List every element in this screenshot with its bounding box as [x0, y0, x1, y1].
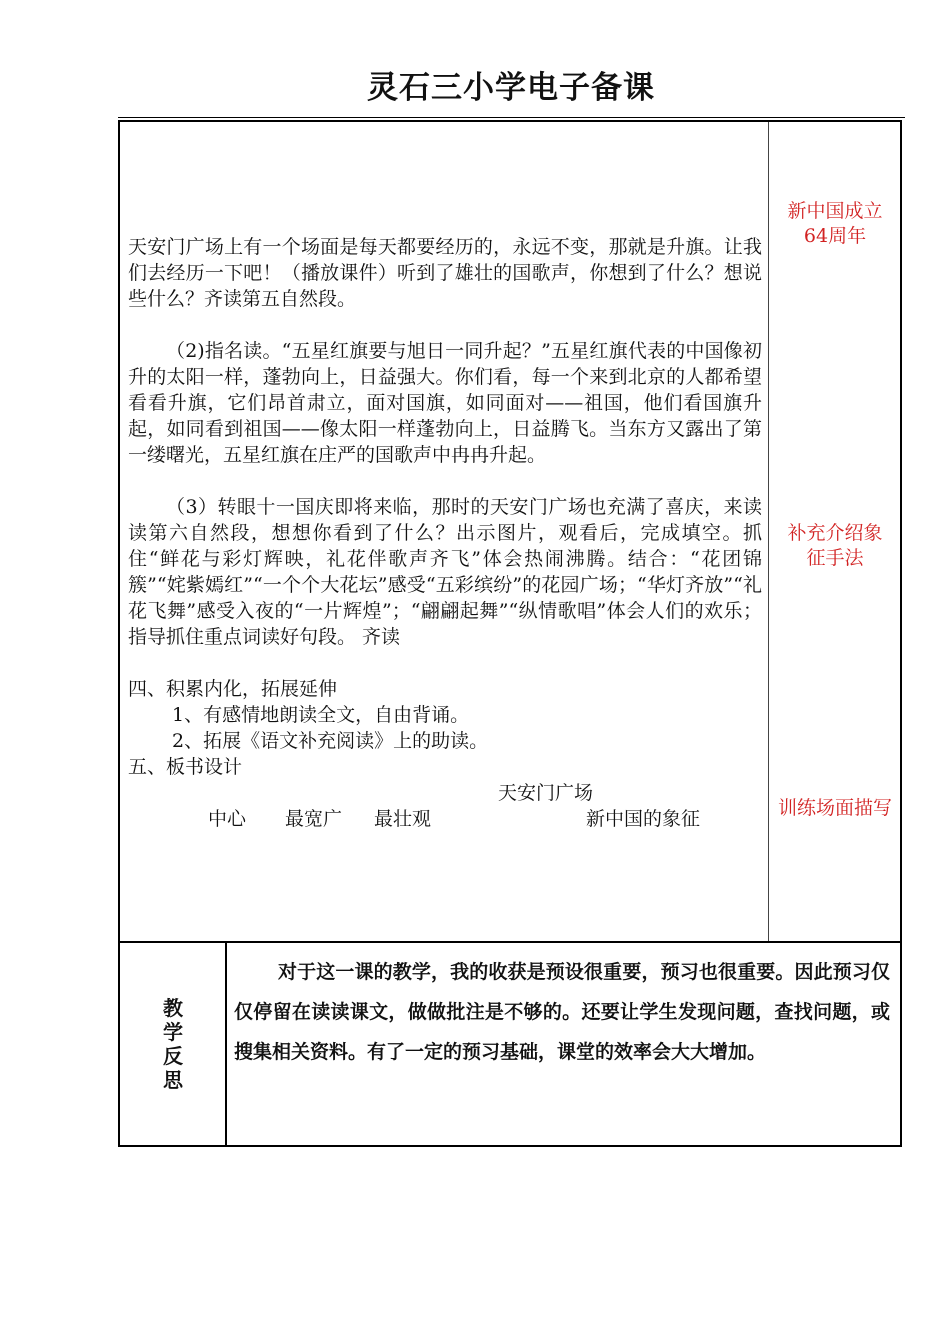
lesson-paragraph: 天安门广场上有一个场面是每天都要经历的，永远不变，那就是升旗。让我们去经历一下吧！（播放课件）听到了雄壮的国歌声，你想到了什么？想说些什么？齐读第五自然段。	[128, 236, 762, 310]
notes-column-divider	[768, 122, 769, 942]
reflection-label-char: 学	[163, 1020, 183, 1044]
board-title: 天安门广场	[498, 782, 594, 804]
page-title: 灵石三小学电子备课	[367, 70, 655, 106]
section-heading: 五、板书设计	[128, 756, 243, 778]
reflection-label-divider	[225, 943, 227, 1145]
board-item: 最宽广	[285, 808, 343, 830]
margin-note: 训练场面描写	[778, 797, 893, 819]
lesson-content	[128, 234, 762, 832]
title-divider	[118, 117, 905, 118]
reflection-label-char: 反	[163, 1044, 183, 1068]
reflection-label-char: 思	[163, 1068, 183, 1092]
board-item: 最壮观	[374, 808, 432, 830]
reflection-text: 对于这一课的教学，我的收获是预设很重要，预习也很重要。因此预习仅仅停留在读读课文，做做批注是不够的。还要让学生发现问题，查找问题，或搜集相关资料。有了一定的预习基础，课堂的效率会大大增加。	[234, 961, 890, 1063]
board-item: 新中国的象征	[586, 808, 701, 830]
paragraph-gap	[128, 312, 762, 338]
reflection-label-char: 教	[163, 996, 183, 1020]
section-heading: 四、积累内化，拓展延伸	[128, 678, 338, 700]
blackboard-design	[128, 780, 762, 832]
lesson-paragraph: （2)指名读。“五星红旗要与旭日一同升起？”五星红旗代表的中国像初升的太阳一样，蓬勃向上，日益强大。你们看，每一个来到北京的人都希望看看升旗，它们昂首肃立，面对国旗，如同面对——祖国，他们看国旗升起，如同看到祖国——像太阳一样蓬勃向上，日益腾飞。当东方又露出了第一缕曙光，五星红旗在庄严的国歌声中冉冉升起。	[128, 340, 762, 466]
board-item: 中心	[208, 808, 247, 830]
list-item: 2、拓展《语文补充阅读》上的助读。	[172, 730, 489, 752]
lesson-paragraph: （3）转眼十一国庆即将来临，那时的天安门广场也充满了喜庆，来读读第六自然段，想想你看到了什么？出示图片，观看后，完成填空。抓住“鲜花与彩灯辉映，礼花伴歌声齐飞”体会热闹沸腾。结合：“花团锦簇”“姹紫嫣红”“一个个大花坛”感受“五彩缤纷”的花园广场；“华灯齐放”“礼花飞舞”感受入夜的“一片辉煌”；“翩翩起舞”“纵情歌唱”体会人们的欢乐；指导抓住重点词读好句段。 齐读	[128, 496, 762, 648]
reflection-row-divider	[120, 941, 900, 943]
list-item: 1、有感情地朗读全文，自由背诵。	[172, 704, 470, 726]
reflection-label	[160, 996, 186, 1092]
paragraph-gap	[128, 468, 762, 494]
margin-note: 新中国成立64周年	[787, 200, 883, 247]
paragraph-gap	[128, 650, 762, 676]
margin-note: 补充介绍象征手法	[787, 522, 883, 569]
